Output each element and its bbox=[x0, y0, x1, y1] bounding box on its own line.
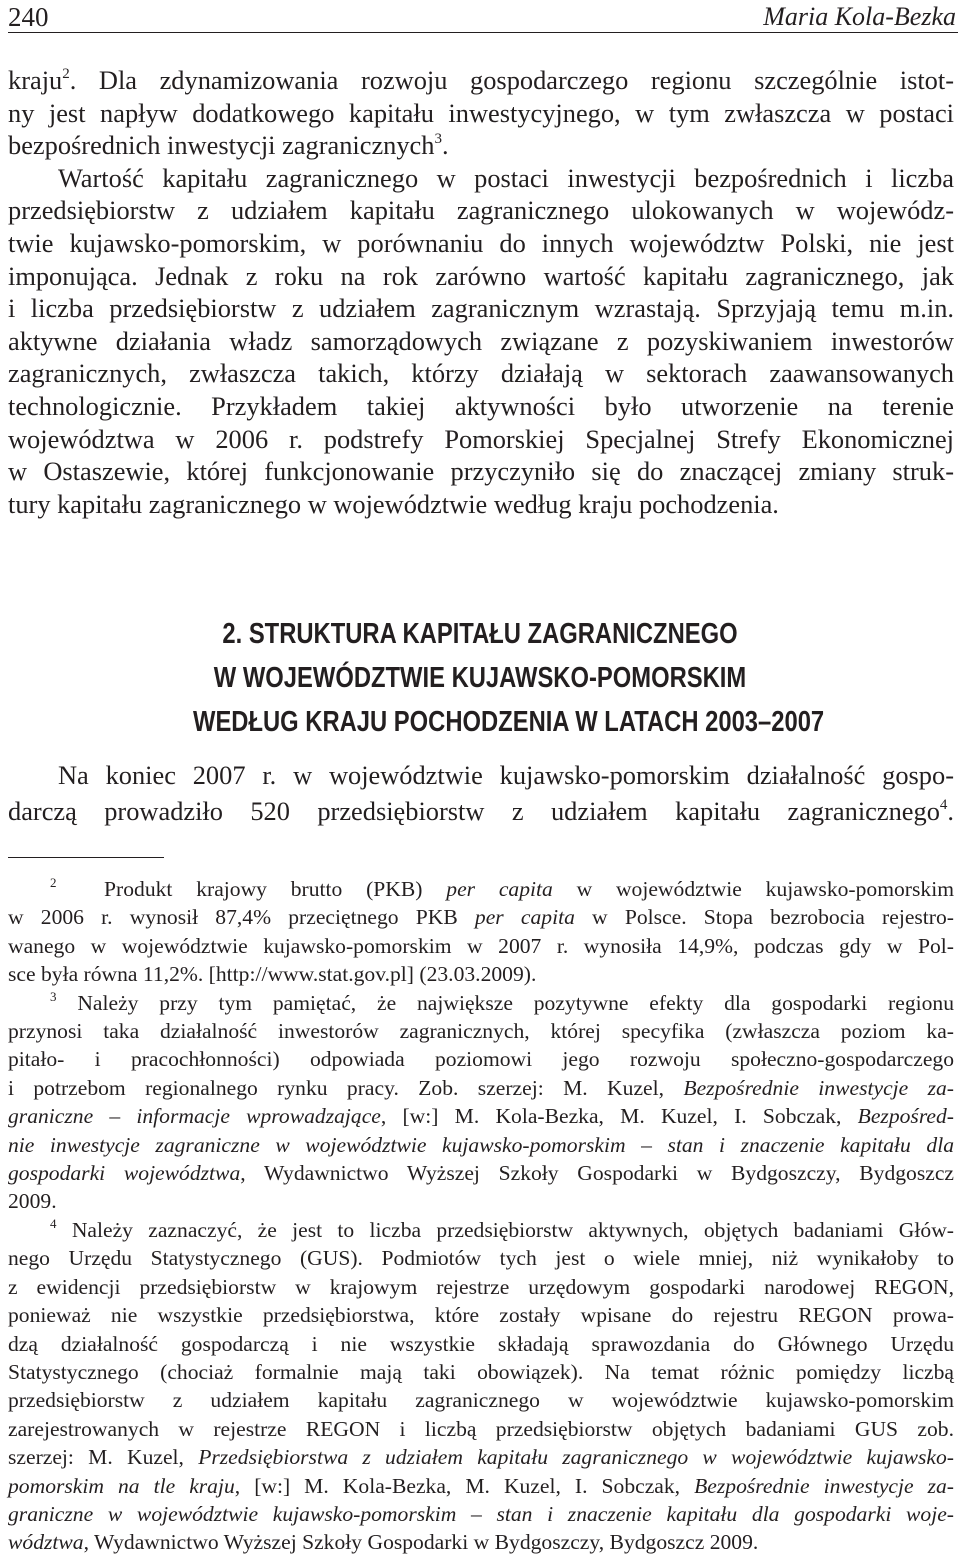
page-number: 240 bbox=[8, 2, 49, 32]
footnote-line: zarejestrowanych w rejestrze REGON i liczbą przedsiębiorstw objętych badaniami GUS zob. bbox=[8, 1416, 954, 1441]
footnote-line: z ewidencji przedsiębiorstw w krajowym rejestrze urzędowym gospodarki narodowej REGON, bbox=[8, 1274, 954, 1299]
body-line: województwa w 2006 r. podstrefy Pomorskiej Specjalnej Strefy Ekonomicznej bbox=[8, 423, 954, 454]
footnote-3: $^3$ Należy przy tym pamiętać, że największe pozytywne efekty dla gospodarki regionu bbox=[50, 988, 955, 1015]
footnote-line: przedsiębiorstw z udziałem kapitału zagranicznego w województwie kujawsko-pomorskim bbox=[8, 1388, 954, 1413]
running-head-author: Maria Kola-Bezka bbox=[763, 2, 956, 31]
footnote-number: 4 bbox=[50, 1215, 57, 1231]
footnote-line: pitało- i pracochłonności) odpowiada poziomowi jego rozwoju społeczno-gospodarczego bbox=[8, 1047, 954, 1072]
footnote-line: gospodarki województwa, Wydawnictwo Wyższej Szkoły Gospodarki w Bydgoszczy, Bydgoszcz bbox=[8, 1161, 954, 1186]
body-line: darczą prowadziło 520 przedsiębiorstw z udziałem kapitału zagranicznego$^4$. bbox=[8, 796, 954, 826]
footnotes bbox=[8, 875, 954, 1557]
footnote-line: szerzej: M. Kuzel, Przedsiębiorstwa z udziałem kapitału zagranicznego w województwie kujawsko- bbox=[8, 1445, 955, 1470]
footnote-ref[interactable]: 2 bbox=[62, 66, 70, 82]
footnote-line: graniczne – informacje wprowadzające, [w:] M. Kola-Bezka, M. Kuzel, I. Sobczak, Bezpośred- bbox=[8, 1104, 954, 1129]
section-heading bbox=[193, 612, 825, 744]
body-line: aktywne działania władz samorządowych związane z pozyskiwaniem inwestorów bbox=[8, 325, 954, 356]
body-line: tury kapitału zagranicznego w województwie według kraju pochodzenia. bbox=[8, 488, 779, 519]
body-line: przedsiębiorstw z udziałem kapitału zagranicznego ulokowanych w wojewódz- bbox=[8, 195, 954, 226]
footnote-line: graniczne w województwie kujawsko-pomorskim – stan i znaczenie kapitału dla gospodarki woje- bbox=[8, 1501, 954, 1526]
footnote-line: wództwa, Wydawnictwo Wyższej Szkoły Gospodarki w Bydgoszczy, Bydgoszcz 2009. bbox=[8, 1530, 759, 1555]
body-line: ny jest napływ dodatkowego kapitału inwestycyjnego, w tym zwłaszcza w postaci bbox=[8, 97, 954, 128]
section-heading-line: WEDŁUG KRAJU POCHODZENIA W LATACH 2003–2007 bbox=[193, 706, 825, 738]
page-header bbox=[8, 0, 958, 33]
body-line: Na koniec 2007 r. w województwie kujawsko-pomorskim działalność gospo- bbox=[58, 760, 954, 790]
footnote-separator bbox=[8, 857, 164, 858]
footnote-line: pomorskim na tle kraju, [w:] M. Kola-Bezka, M. Kuzel, I. Sobczak, Bezpośrednie inwestycje za- bbox=[8, 1473, 954, 1498]
footnote-line: i potrzebom regionalnego rynku pracy. Zob. szerzej: M. Kuzel, Bezpośrednie inwestycje za- bbox=[8, 1075, 954, 1100]
body-line: zagranicznych, zwłaszcza takich, którzy działają w sektorach zaawansowanych bbox=[8, 358, 954, 389]
footnote-line: ponieważ nie wszystkie przedsiębiorstwa, które zostały wpisane do rejestru REGON prowa- bbox=[8, 1303, 954, 1328]
body-line: technologicznie. Przykładem takiej aktywności było utworzenie na terenie bbox=[8, 390, 954, 421]
body-line: imponująca. Jednak z roku na rok zarówno wartość kapitału zagranicznego, jak bbox=[8, 260, 954, 291]
body-line: w Ostaszewie, której funkcjonowanie przyczyniło się do znaczącej zmiany struk- bbox=[8, 456, 954, 487]
footnote-line: wanego w województwie kujawsko-pomorskim w 2007 r. wynosiła 14,9%, podczas gdy w Pol- bbox=[8, 933, 954, 958]
footnote-ref[interactable]: 4 bbox=[939, 797, 948, 813]
footnote-line: dzą działalność gospodarczą i nie wszystkie składają sprawozdania do Głównego Urzędu bbox=[8, 1331, 954, 1356]
footnote-line: w 2006 r. wynosił 87,4% przeciętnego PKB per capita w Polsce. Stopa bezrobocia rejestro- bbox=[8, 905, 954, 930]
footnote-number: 2 bbox=[50, 875, 57, 890]
footnote-line: sce była równa 11,2%. [http://www.stat.gov.pl] (23.03.2009). bbox=[8, 962, 537, 987]
footnote-line: nie inwestycje zagraniczne w województwie kujawsko-pomorskim – stan i znaczenie kapitału dla bbox=[8, 1132, 954, 1157]
section-heading-line: W WOJEWÓDZTWIE KUJAWSKO-POMORSKIM bbox=[213, 662, 747, 694]
footnote-4: $^4$ Należy zaznaczyć, że jest to liczba przedsiębiorstw aktywnych, objętych badaniami Głów- bbox=[50, 1215, 954, 1242]
body-line: kraju$^2$. Dla zdynamizowania rozwoju gospodarczego regionu szczególnie istot- bbox=[8, 65, 954, 95]
body-line: i liczba przedsiębiorstw z udziałem zagranicznym wzrastają. Sprzyjają temu m.in. bbox=[8, 293, 954, 324]
body-line: twie kujawsko-pomorskim, w porównaniu do innych województw Polski, nie jest bbox=[8, 227, 954, 258]
body-text bbox=[8, 64, 954, 520]
footnote-line: Statystycznego (chociaż formalnie mają taki obowiązek). Na temat różnic pomiędzy liczbą bbox=[8, 1359, 954, 1384]
section-lead-paragraph bbox=[8, 757, 954, 829]
body-line: Wartość kapitału zagranicznego w postaci inwestycji bezpośrednich i liczba bbox=[58, 162, 954, 193]
footnote-line: 2009. bbox=[8, 1189, 57, 1214]
footnote-line: nego Urzędu Statystycznego (GUS). Podmiotów tych jest o wiele mniej, niż wynikałoby to bbox=[8, 1246, 954, 1271]
footnote-ref[interactable]: 3 bbox=[434, 131, 442, 148]
footnote-2: $^2$ Produkt krajowy brutto (PKB) per capita w województwie kujawsko-pomorskim bbox=[50, 875, 954, 901]
section-heading-line: 2. STRUKTURA KAPITAŁU ZAGRANICZNEGO bbox=[222, 618, 738, 650]
footnote-number: 3 bbox=[50, 988, 57, 1004]
footnote-line: przynosi taka działalność inwestorów zagranicznych, której specyfika (zwłaszcza poziom ka- bbox=[8, 1019, 954, 1044]
body-line: bezpośrednich inwestycji zagranicznych$^3$. bbox=[8, 130, 449, 161]
